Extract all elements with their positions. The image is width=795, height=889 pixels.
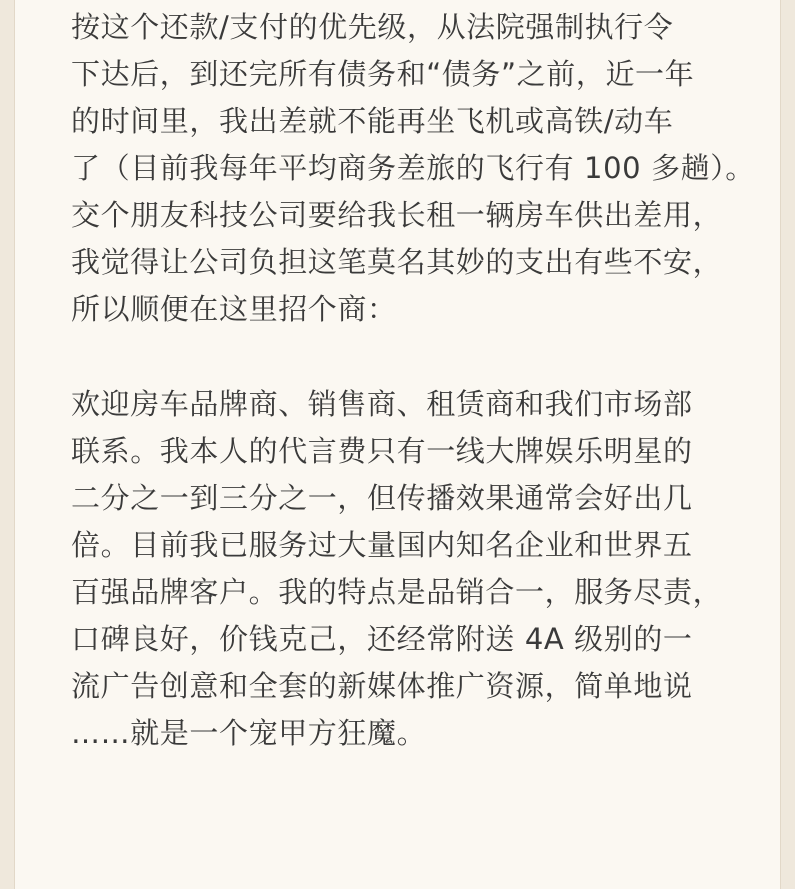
text-line: 口碑良好，价钱克己，还经常附送 4A 级别的一 xyxy=(71,622,693,656)
text-line: 流广告创意和全套的新媒体推广资源，简单地说 xyxy=(71,669,693,703)
text-line: ……就是一个宠甲方狂魔。 xyxy=(71,716,427,750)
text-line: 欢迎房车品牌商、销售商、租赁商和我们市场部 xyxy=(71,387,693,421)
text-line: 我觉得让公司负担这笔莫名其妙的支出有些不安， xyxy=(71,245,723,279)
text-line: 的时间里，我出差就不能再坐飞机或高铁/动车 xyxy=(71,104,674,138)
article-card xyxy=(14,0,781,889)
text-line: 百强品牌客户。我的特点是品销合一，服务尽责， xyxy=(71,575,723,609)
text-line: 交个朋友科技公司要给我长租一辆房车供出差用， xyxy=(71,198,723,232)
text-line: 按这个还款/支付的优先级，从法院强制执行令 xyxy=(71,10,674,44)
article-body xyxy=(71,4,755,757)
paragraph-travel-restriction xyxy=(71,4,755,333)
paragraph-sponsorship-invite xyxy=(71,381,731,757)
text-line: 联系。我本人的代言费只有一线大牌娱乐明星的 xyxy=(71,434,693,468)
text-line: 二分之一到三分之一，但传播效果通常会好出几 xyxy=(71,481,693,515)
text-line: 倍。目前我已服务过大量国内知名企业和世界五 xyxy=(71,528,693,562)
paragraph-spacer xyxy=(71,333,731,381)
text-line: 下达后，到还完所有债务和“债务”之前，近一年 xyxy=(71,57,695,91)
text-line: 所以顺便在这里招个商： xyxy=(71,292,397,326)
text-line: 了（目前我每年平均商务差旅的飞行有 100 多趟）。 xyxy=(71,151,755,185)
